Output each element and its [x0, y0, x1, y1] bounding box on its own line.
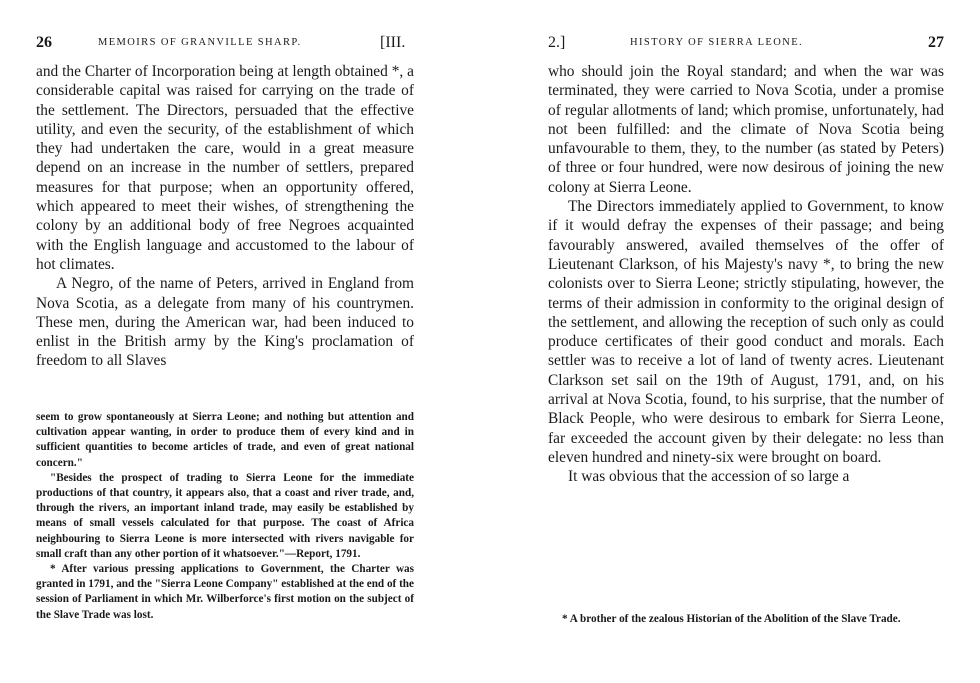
- right-body-text: [548, 62, 944, 487]
- right-running-head: [548, 34, 944, 54]
- right-paragraph-1: who should join the Royal standard; and when the war was terminated, they were carried to Nova Scotia, under a promise of regular allotments of land; which promise, unfortunately, had not been fulfilled: and the climate of Nova Scotia being unfavourable to them, they, to the number (as stated by Peters) of three or four hundred, were now desirous of joining the new colony at Sierra Leone.: [548, 63, 944, 196]
- right-chapter-mark: 2.]: [548, 34, 566, 51]
- left-paragraph-2: A Negro, of the name of Peters, arrived in England from Nova Scotia, as a delegate from many of his countrymen. These men, during the American war, had been induced to enlist in the British army by the King's proclamation of freedom to all Slaves: [36, 275, 414, 370]
- left-paragraph-1: and the Charter of Incorporation being at length obtained *, a considerable capital was raised for carrying on the trade of the settlement. The Directors, persuaded that the effective utility, and even the security, of the establishment of which they had undertaken the care, would in a great measure depend on an increase in the number of settlers, prepared measures for that purpose; when an opportunity offered, which appeared to meet their wishes, of strengthening the colony by an additional body of free Negroes acquainted with the English language and accustomed to the labour of hot climates.: [36, 63, 414, 273]
- left-footnote-1: seem to grow spontaneously at Sierra Leone; and nothing but attention and cultivation appear wanting, in order to produce them of every kind and in sufficient quantities to become articles of trade, and even of great national concern.": [36, 411, 414, 469]
- right-page-number: 27: [928, 34, 944, 51]
- right-footnote-1: * A brother of the zealous Historian of the Abolition of the Slave Trade.: [562, 613, 901, 625]
- left-body-text: [36, 62, 414, 371]
- left-running-title: MEMOIRS OF GRANVILLE SHARP.: [98, 37, 302, 48]
- right-paragraph-3: It was obvious that the accession of so large a: [568, 468, 850, 486]
- left-chapter-mark: [III.: [380, 34, 406, 51]
- left-footnote-3: * After various pressing applications to Government, the Charter was granted in 1791, and the "Sierra Leone Company" established at the end of the session of Parliament in which Mr. Wilberforce's first motion on the subject of the Slave Trade was lost.: [36, 563, 414, 621]
- right-paragraph-2: The Directors immediately applied to Government, to know if it would defray the expenses of their passage; and being favourably answered, availed themselves of the offer of Lieutenant Clarkson, of his Majesty's navy *, to bring the new colonists over to Sierra Leone; strictly stipulating, however, the terms of their admission in conformity to the original design of the settlement, and allowing the reception of such only as could produce certificates of their good conduct and morals. Each settler was to receive a lot of land of twenty acres. Lieutenant Clarkson set sail on the 19th of August, 1791, and, on his arrival at Nova Scotia, found, to his surprise, that the number of Black People, who were desirous to embark for Sierra Leone, far exceeded the account given by their delegate: no less than eleven hundred and ninety-six were brought on board.: [548, 198, 944, 466]
- right-running-title: HISTORY OF SIERRA LEONE.: [630, 37, 804, 48]
- left-footnotes: [36, 410, 414, 623]
- left-running-head: [36, 34, 414, 54]
- right-footnotes: [548, 612, 944, 627]
- left-page-number: 26: [36, 34, 52, 51]
- left-footnote-2: "Besides the prospect of trading to Sierra Leone for the immediate productions of that country, it appears also, that a coast and river trade, and, through the rivers, an important inland trade, may easily be established by means of small vessels calculated for that purpose. The coast of Africa neighbouring to Sierra Leone is more intersected with rivers navigable for small craft than any other portion of it whatsoever."—Report, 1791.: [36, 471, 414, 560]
